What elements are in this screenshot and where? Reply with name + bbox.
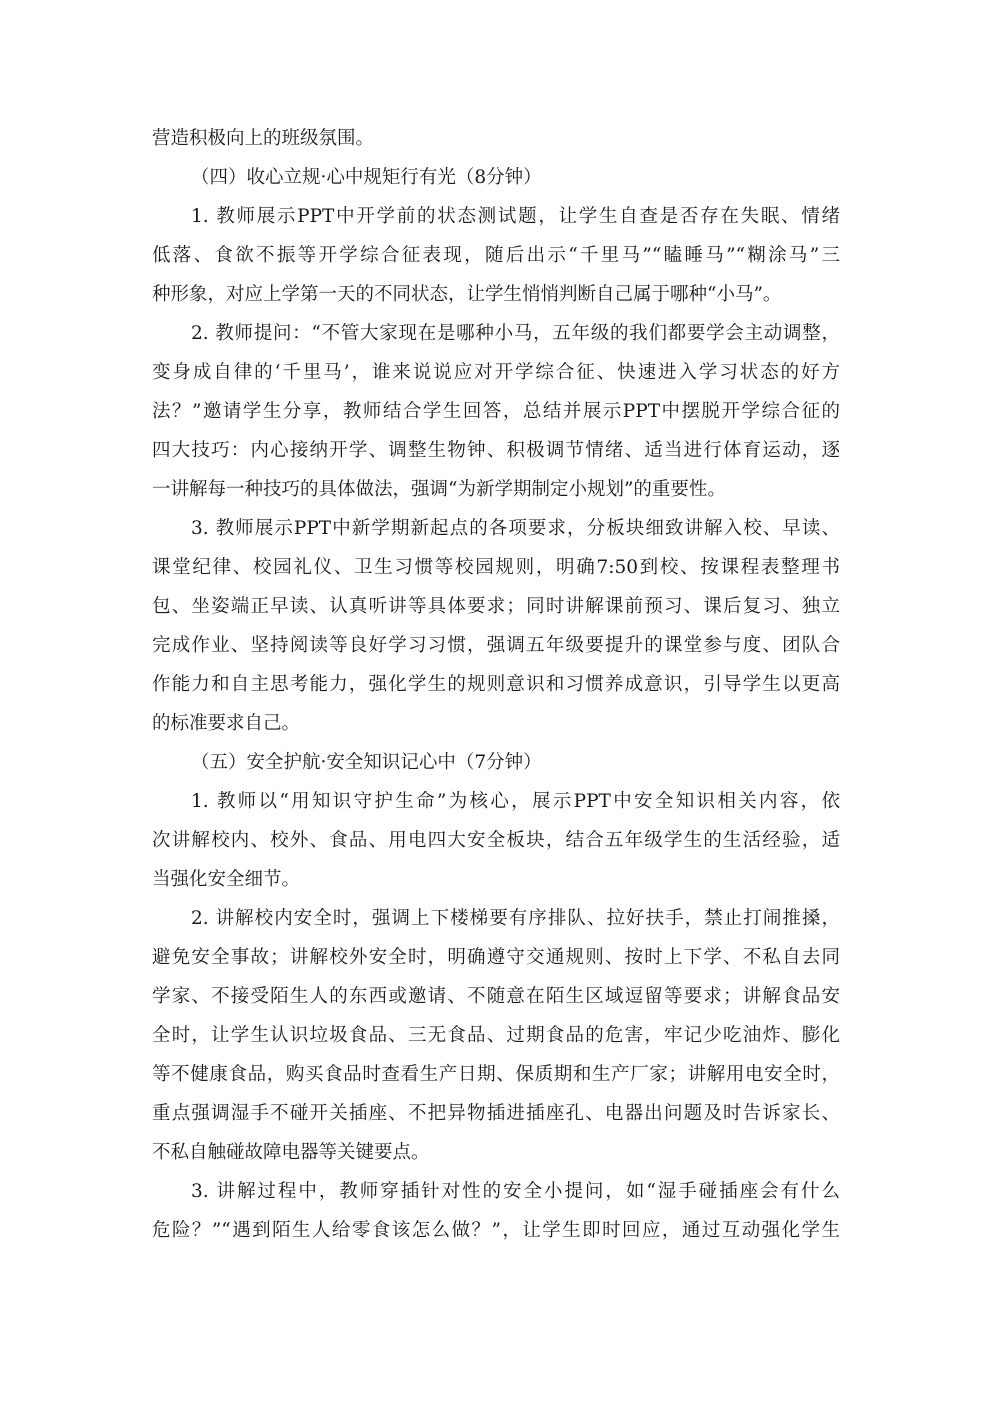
paragraph-line: 法？”邀请学生分享，教师结合学生回答，总结并展示PPT中摆脱开学综合征的 [152, 401, 840, 422]
paragraph-line: 学家、不接受陌生人的东西或邀请、不随意在陌生区域逗留等要求；讲解食品安 [152, 986, 840, 1007]
paragraph-line: 全时，让学生认识垃圾食品、三无食品、过期食品的危害，牢记少吃油炸、膨化 [152, 1025, 840, 1046]
paragraph-line: 3. 教师展示PPT中新学期新起点的各项要求，分板块细致讲解入校、早读、 [191, 518, 840, 539]
paragraph-line: 作能力和自主思考能力，强化学生的规则意识和习惯养成意识，引导学生以更高 [152, 674, 840, 695]
paragraph-line: 1. 教师展示PPT中开学前的状态测试题，让学生自查是否存在失眠、情绪 [191, 206, 840, 227]
paragraph-line: 重点强调湿手不碰开关插座、不把异物插进插座孔、电器出问题及时告诉家长、 [152, 1103, 840, 1124]
paragraph-line: 2. 讲解校内安全时，强调上下楼梯要有序排队、拉好扶手，禁止打闹推搡， [191, 908, 840, 929]
paragraph-line: 2. 教师提问：“不管大家现在是哪种小马，五年级的我们都要学会主动调整， [191, 323, 840, 344]
paragraph-line: 危险？”“遇到陌生人给零食该怎么做？”，让学生即时回应，通过互动强化学生 [152, 1220, 840, 1241]
paragraph-line: 3. 讲解过程中，教师穿插针对性的安全小提问，如“湿手碰插座会有什么 [191, 1181, 840, 1202]
section-heading: （五）安全护航·安全知识记心中（7分钟） [191, 752, 542, 773]
paragraph-line: 变身成自律的‘千里马’，谁来说说应对开学综合征、快速进入学习状态的好方 [152, 362, 840, 383]
paragraph-line: 次讲解校内、校外、食品、用电四大安全板块，结合五年级学生的生活经验，适 [152, 830, 840, 851]
paragraph-line: 避免安全事故；讲解校外安全时，明确遵守交通规则、按时上下学、不私自去同 [152, 947, 840, 968]
paragraph-line: 种形象，对应上学第一天的不同状态，让学生悄悄判断自己属于哪种“小马”。 [152, 284, 782, 305]
paragraph-line: 完成作业、坚持阅读等良好学习习惯，强调五年级要提升的课堂参与度、团队合 [152, 635, 840, 656]
paragraph-line: 1. 教师以“用知识守护生命”为核心，展示PPT中安全知识相关内容，依 [191, 791, 840, 812]
paragraph-line: 包、坐姿端正早读、认真听讲等具体要求；同时讲解课前预习、课后复习、独立 [152, 596, 840, 617]
paragraph-line: 营造积极向上的班级氛围。 [152, 128, 375, 149]
paragraph-line: 等不健康食品，购买食品时查看生产日期、保质期和生产厂家；讲解用电安全时， [152, 1064, 840, 1085]
paragraph-line: 的标准要求自己。 [152, 713, 301, 734]
paragraph-line: 一讲解每一种技巧的具体做法，强调“为新学期制定小规划”的重要性。 [152, 479, 726, 500]
paragraph-line: 低落、食欲不振等开学综合征表现，随后出示“千里马”“瞌睡马”“糊涂马”三 [152, 245, 840, 266]
paragraph-line: 四大技巧：内心接纳开学、调整生物钟、积极调节情绪、适当进行体育运动，逐 [152, 440, 840, 461]
paragraph-line: 课堂纪律、校园礼仪、卫生习惯等校园规则，明确7:50到校、按课程表整理书 [152, 557, 840, 578]
paragraph-line: 不私自触碰故障电器等关键要点。 [152, 1142, 430, 1163]
section-heading: （四）收心立规·心中规矩行有光（8分钟） [191, 167, 542, 188]
paragraph-line: 当强化安全细节。 [152, 869, 301, 890]
